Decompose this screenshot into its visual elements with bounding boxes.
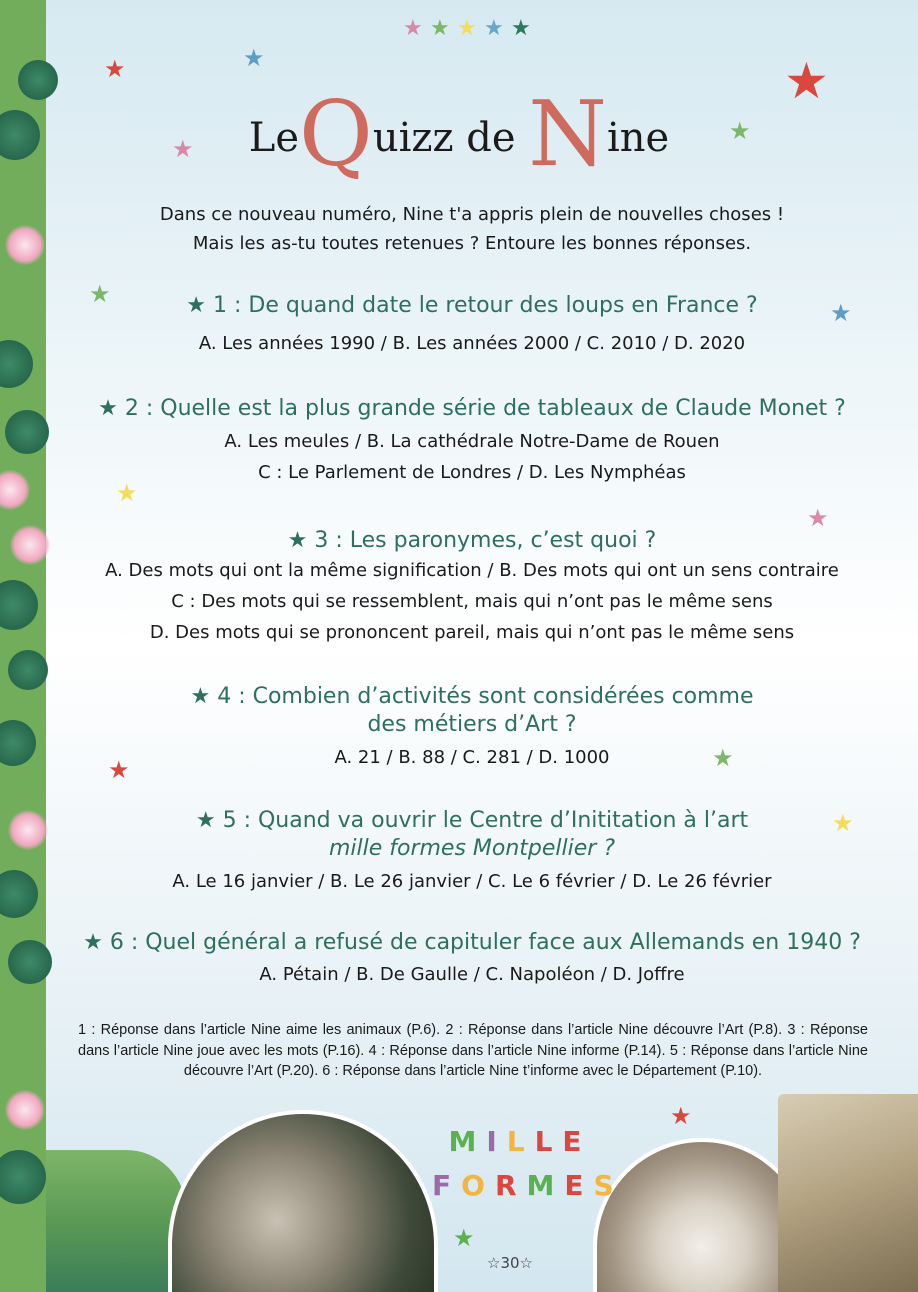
star-icon: ★ — [172, 135, 194, 163]
star-icon: ★ — [784, 52, 829, 110]
star-icon: ★ — [453, 1224, 475, 1252]
star-icon: ★ — [712, 744, 734, 772]
star-icon: ★ — [484, 16, 504, 41]
star-icon: ★ — [403, 16, 423, 41]
star-icon: ★ — [116, 479, 138, 507]
question-4: ★ 4 : Combien d’activités sont considérées comme des métiers d’Art ? A. 21 / B. 88 / C. 281 / D. 1000 — [190, 684, 754, 768]
star-icon: ★ — [830, 299, 852, 327]
question-3: ★ 3 : Les paronymes, c’est quoi ? A. Des mots qui ont la même signification / B. Des mots qui ont un sens contraire C : Des mots qui se ressemblent, mais qui n’ont pas le même sens D. Des mots qui se prononcent pareil, mais qui n’ont pas le même sens — [105, 528, 839, 643]
star-icon: ★ — [511, 16, 531, 41]
mille-formes-logo: MILLE FORMES — [432, 1125, 624, 1202]
star-icon: ★ — [729, 117, 751, 145]
star-icon: ★ — [243, 44, 265, 72]
kids-on-bridge-illustration — [46, 1150, 186, 1292]
star-icon: ★ — [89, 280, 111, 308]
question-2: ★ 2 : Quelle est la plus grande série de tableaux de Claude Monet ? A. Les meules / B. La cathédrale Notre-Dame de Rouen C : Le Parlement de Londres / D. Les Nymphéas — [98, 396, 846, 483]
answer-references: 1 : Réponse dans l’article Nine aime les animaux (P.6). 2 : Réponse dans l’article Nine découvre l’Art (P.8). 3 : Réponse dans l’article Nine joue avec les mots (P.16). 4 : Réponse dans l’article Nine informe (P.14). 5 : Réponse dans l’article Nine découvre l’Art (P.20). 6 : Réponse dans l’article Nine t’informe avec le Département (P.10). — [78, 1022, 868, 1079]
star-icon: ★ — [832, 809, 854, 837]
lily-pad-border — [0, 0, 46, 1292]
wolves-photo — [168, 1110, 438, 1292]
question-5: ★ 5 : Quand va ouvrir le Centre d’Inititation à l’art mille formes Montpellier ? A. Le 16 janvier / B. Le 26 janvier / C. Le 6 février / D. Le 26 février — [172, 808, 772, 892]
star-icon: ★ — [457, 16, 477, 41]
de-gaulle-photo — [778, 1094, 918, 1292]
question-6: ★ 6 : Quel général a refusé de capituler face aux Allemands en 1940 ? A. Pétain / B. De Gaulle / C. Napoléon / D. Joffre — [83, 930, 861, 985]
star-icon: ★ — [108, 756, 130, 784]
intro-text: Dans ce nouveau numéro, Nine t'a appris plein de nouvelles choses ! Mais les as-tu toutes retenues ? Entoure les bonnes réponses. — [159, 204, 785, 254]
star-icon: ★ — [670, 1102, 692, 1130]
question-1: ★ 1 : De quand date le retour des loups en France ? A. Les années 1990 / B. Les années 2000 / C. 2010 / D. 2020 — [186, 293, 758, 354]
page-number: ☆30☆ — [487, 1254, 533, 1272]
star-icon: ★ — [807, 504, 829, 532]
page-title: LeQuizz de Nine — [248, 82, 670, 187]
star-icon: ★ — [104, 55, 126, 83]
star-icon: ★ — [430, 16, 450, 41]
